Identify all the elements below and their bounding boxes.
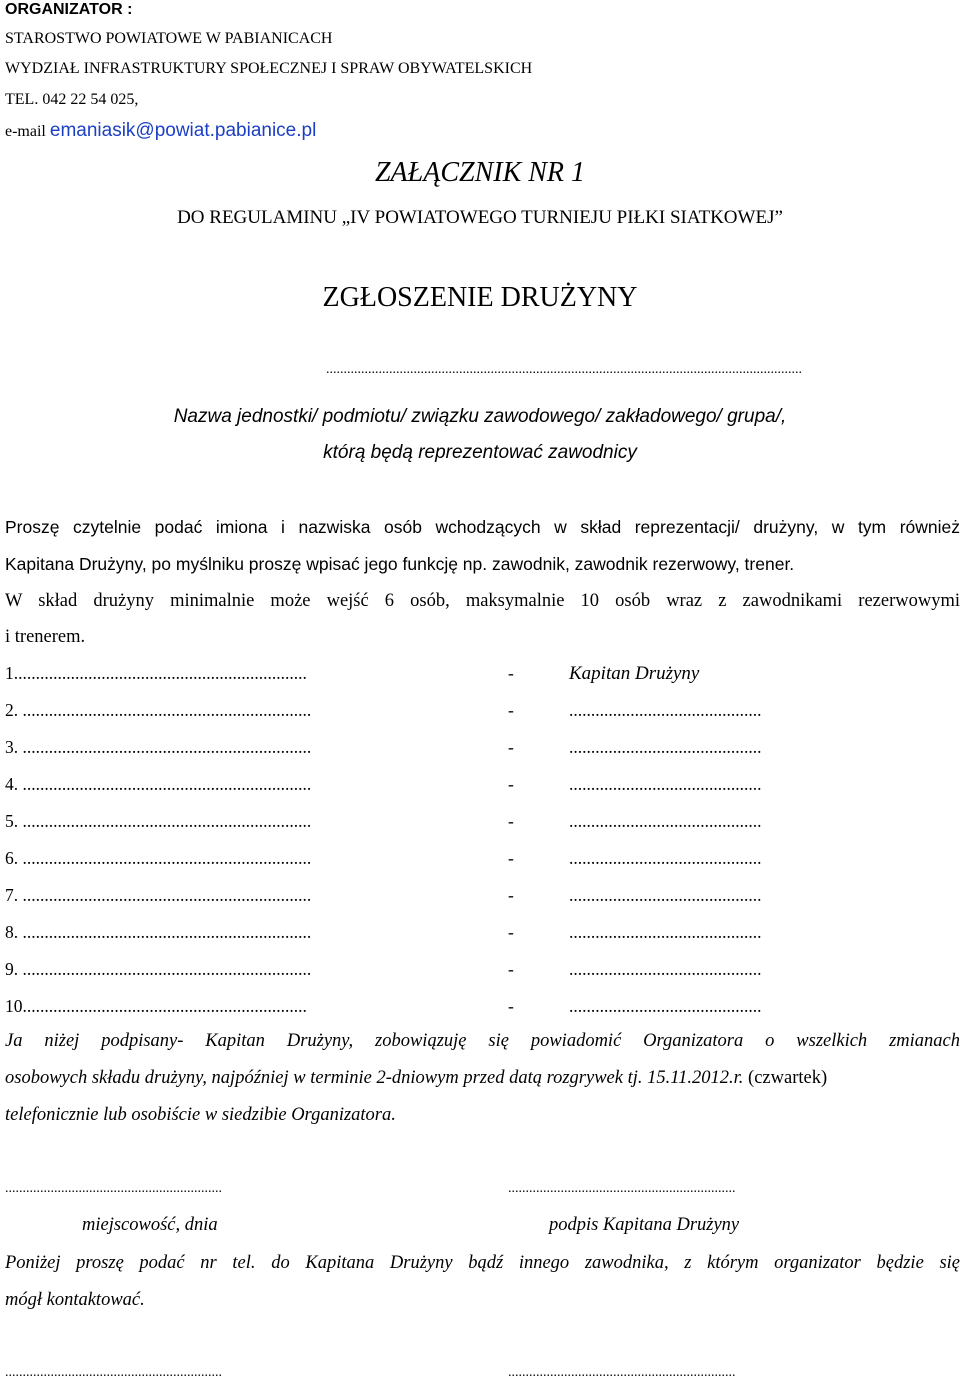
document-subtitle: DO REGULAMINU „IV POWIATOWEGO TURNIEJU PIŁKI SIATKOWEJ” [177,207,783,228]
list-item [0,885,960,922]
player-role-field[interactable]: ............................................ [569,737,762,757]
list-item [0,700,960,737]
declaration-deadline: osobowych składu drużyny, najpóźniej w terminie 2-dniowym przed datą rozgrywek tj. 15.11.2012.r. [5,1068,744,1088]
declaration-line3: telefonicznie lub osobiście w siedzibie Organizatora. [5,1105,396,1125]
team-name-field[interactable]: ........................................................................................................................................ [326,362,802,377]
row-dash: - [508,663,514,683]
declaration-line2 [5,1068,827,1089]
organizer-label: ORGANIZATOR : [5,1,133,18]
organizer-department: WYDZIAŁ INFRASTRUKTURY SPOŁECZNEJ I SPRAW OBYWATELSKICH [5,60,533,77]
team-name-caption: Nazwa jednostki/ podmiotu/ związku zawodowego/ zakładowego/ grupa/, [173,406,787,427]
player-role: Kapitan Drużyny [569,663,700,684]
row-dash: - [508,774,514,794]
instructions-p1-line1: Proszę czytelnie podać imiona i nazwiska osób wchodzących w skład reprezentacji/ drużyny, w tym również [5,517,960,537]
list-item [0,663,960,700]
form-heading: ZGŁOSZENIE DRUŻYNY [322,282,638,313]
contact-name-field[interactable]: .............................................................. [5,1365,222,1380]
place-date-caption: miejscowość, dnia [82,1215,218,1235]
contact-phone-field[interactable]: ................................................................. [508,1365,736,1380]
player-role-field[interactable]: ............................................ [569,774,762,794]
team-name-caption-2: którą będą reprezentować zawodnicy [323,442,637,463]
player-name-field[interactable]: 7. .................................................................. [5,885,312,905]
list-item [0,811,960,848]
list-item [0,959,960,996]
instructions-p2-line1: W skład drużyny minimalnie może wejść 6 osób, maksymalnie 10 osób wraz z zawodnikami rezerwowymi [5,591,960,611]
player-role-field[interactable]: ............................................ [569,700,762,720]
email-prefix: e-mail [5,123,50,140]
player-role-field[interactable]: ............................................ [569,996,762,1016]
row-dash: - [508,996,514,1016]
player-role-field[interactable]: ............................................ [569,848,762,868]
list-item [0,774,960,811]
list-item [0,737,960,774]
player-name-field[interactable]: 6. .................................................................. [5,848,312,868]
row-dash: - [508,811,514,831]
player-role-field[interactable]: ............................................ [569,959,762,979]
player-role-field[interactable]: ............................................ [569,885,762,905]
player-name-field[interactable]: 9. .................................................................. [5,959,312,979]
contact-line2: mógł kontaktować. [5,1290,145,1310]
captain-signature-field[interactable]: ................................................................. [508,1181,736,1196]
player-name-field[interactable]: 2. .................................................................. [5,700,312,720]
organizer-name: STAROSTWO POWIATOWE W PABIANICACH [5,30,333,47]
player-role-field[interactable]: ............................................ [569,922,762,942]
row-dash: - [508,885,514,905]
player-name-field[interactable]: 10................................................................. [5,996,307,1016]
player-name-field[interactable]: 5. .................................................................. [5,811,312,831]
list-item [0,996,960,1033]
document-title: ZAŁĄCZNIK NR 1 [374,157,586,188]
place-date-field[interactable]: .............................................................. [5,1181,222,1196]
declaration-line1: Ja niżej podpisany- Kapitan Drużyny, zobowiązuję się powiadomić Organizatora o wszelkich zmianach [5,1031,960,1051]
instructions-p1-line2: Kapitana Drużyny, po myślniku proszę wpisać jego funkcję np. zawodnik, zawodnik rezerwowy, trener. [5,554,795,574]
organizer-phone: TEL. 042 22 54 025, [5,91,139,108]
row-dash: - [508,959,514,979]
contact-line1: Poniżej proszę podać nr tel. do Kapitana Drużyny bądź innego zawodnika, z którym organizator będzie się [5,1253,960,1273]
player-role-field[interactable]: ............................................ [569,811,762,831]
instructions-p2-line2: i trenerem. [5,627,86,647]
player-name-field[interactable]: 1................................................................... [5,663,307,683]
declaration-weekday: (czwartek) [743,1068,828,1088]
row-dash: - [508,922,514,942]
player-name-field[interactable]: 4. .................................................................. [5,774,312,794]
roster-list [0,663,960,1033]
captain-signature-caption: podpis Kapitana Drużyny [549,1215,740,1235]
player-name-field[interactable]: 3. .................................................................. [5,737,312,757]
list-item [0,922,960,959]
player-name-field[interactable]: 8. .................................................................. [5,922,312,942]
email-link[interactable]: emaniasik@powiat.pabianice.pl [49,120,317,141]
row-dash: - [508,848,514,868]
row-dash: - [508,700,514,720]
row-dash: - [508,737,514,757]
organizer-email-line [5,120,316,142]
list-item [0,848,960,885]
